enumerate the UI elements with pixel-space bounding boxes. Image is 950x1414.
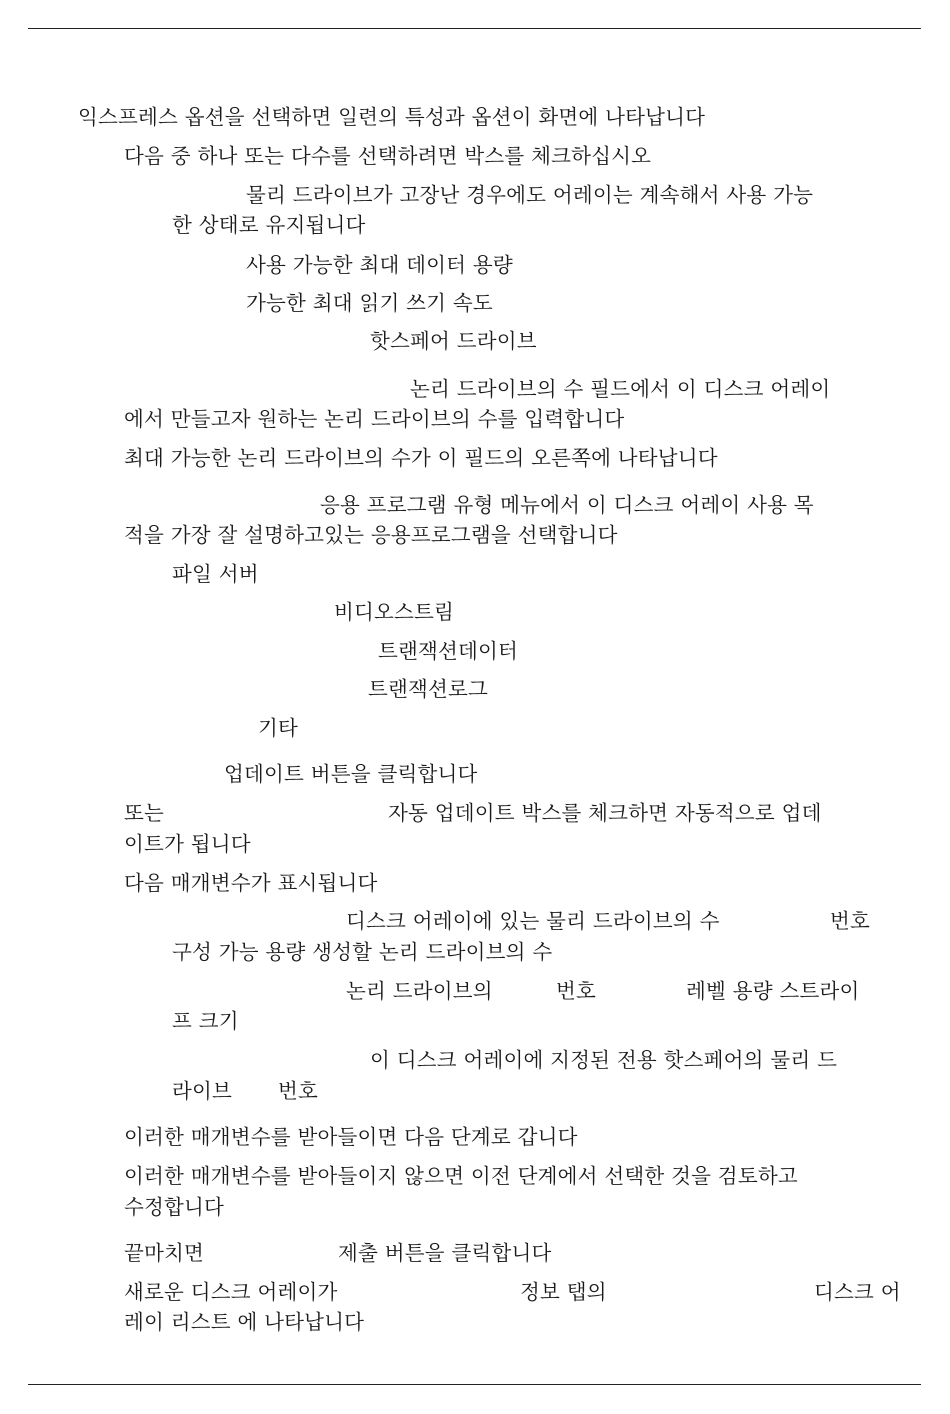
text-line: 제출 버튼을 클릭합니다 [338,1241,552,1265]
text-line: 이트가 됩니다 [124,832,251,856]
text-line: 에서 만들고자 원하는 논리 드라이브의 수를 입력합니다 [124,407,625,431]
text-line: 핫스페어 드라이브 [370,329,537,353]
text-line: 물리 드라이브가 고장난 경우에도 어레이는 계속해서 사용 가능 [246,183,814,207]
text-line: 논리 드라이브의 수 필드에서 이 디스크 어레이 [410,377,831,401]
text-line: 다음 중 하나 또는 다수를 선택하려면 박스를 체크하십시오 [124,144,652,168]
text-line: 응용 프로그램 유형 메뉴에서 이 디스크 어레이 사용 목 [320,493,814,517]
text-line: 트랜잭션로그 [368,677,489,701]
text-line: 이러한 매개변수를 받아들이지 않으면 이전 단계에서 선택한 것을 검토하고 [124,1164,798,1188]
text-line: 이 디스크 어레이에 지정된 전용 핫스페어의 물리 드 [370,1048,838,1072]
text-line: 가능한 최대 읽기 쓰기 속도 [246,291,493,315]
text-line: 파일 서버 [172,562,259,586]
text-line: 정보 탭의 [520,1280,607,1304]
text-line: 번호 [830,909,871,933]
text-line: 레이 리스트 에 나타납니다 [124,1310,365,1334]
text-line: 프 크기 [172,1009,239,1033]
text-line: 새로운 디스크 어레이가 [124,1280,338,1304]
text-line: 논리 드라이브의 [346,979,493,1003]
text-line: 구성 가능 용량 생성할 논리 드라이브의 수 [172,940,553,964]
text-line: 레벨 용량 스트라이 [686,979,860,1003]
text-line: 트랜잭션데이터 [378,639,519,663]
text-line: 업데이트 버튼을 클릭합니다 [224,762,478,786]
text-line: 이러한 매개변수를 받아들이면 다음 단계로 갑니다 [124,1125,578,1149]
text-line: 기타 [258,716,299,740]
text-line: 한 상태로 유지됩니다 [172,213,366,237]
text-line: 적을 가장 잘 설명하고있는 응용프로그램을 선택합니다 [124,523,618,547]
text-line: 사용 가능한 최대 데이터 용량 [246,253,513,277]
text-line: 번호 [278,1079,319,1103]
text-line: 자동 업데이트 박스를 체크하면 자동적으로 업데 [388,801,822,825]
text-line: 끝마치면 [124,1241,205,1265]
text-line: 익스프레스 옵션을 선택하면 일련의 특성과 옵션이 화면에 나타납니다 [78,105,706,129]
text-line: 최대 가능한 논리 드라이브의 수가 이 필드의 오른쪽에 나타납니다 [124,446,718,470]
text-line: 디스크 어레이에 있는 물리 드라이브의 수 [346,909,720,933]
text-line: 번호 [556,979,597,1003]
text-line: 라이브 [172,1079,233,1103]
text-line: 다음 매개변수가 표시됩니다 [124,871,378,895]
header-rule [28,28,921,29]
footer-rule [28,1384,921,1385]
text-line: 또는 [124,801,165,825]
text-line: 비디오스트림 [334,600,455,624]
text-line: 디스크 어 [814,1280,901,1304]
text-line: 수정합니다 [124,1195,225,1219]
